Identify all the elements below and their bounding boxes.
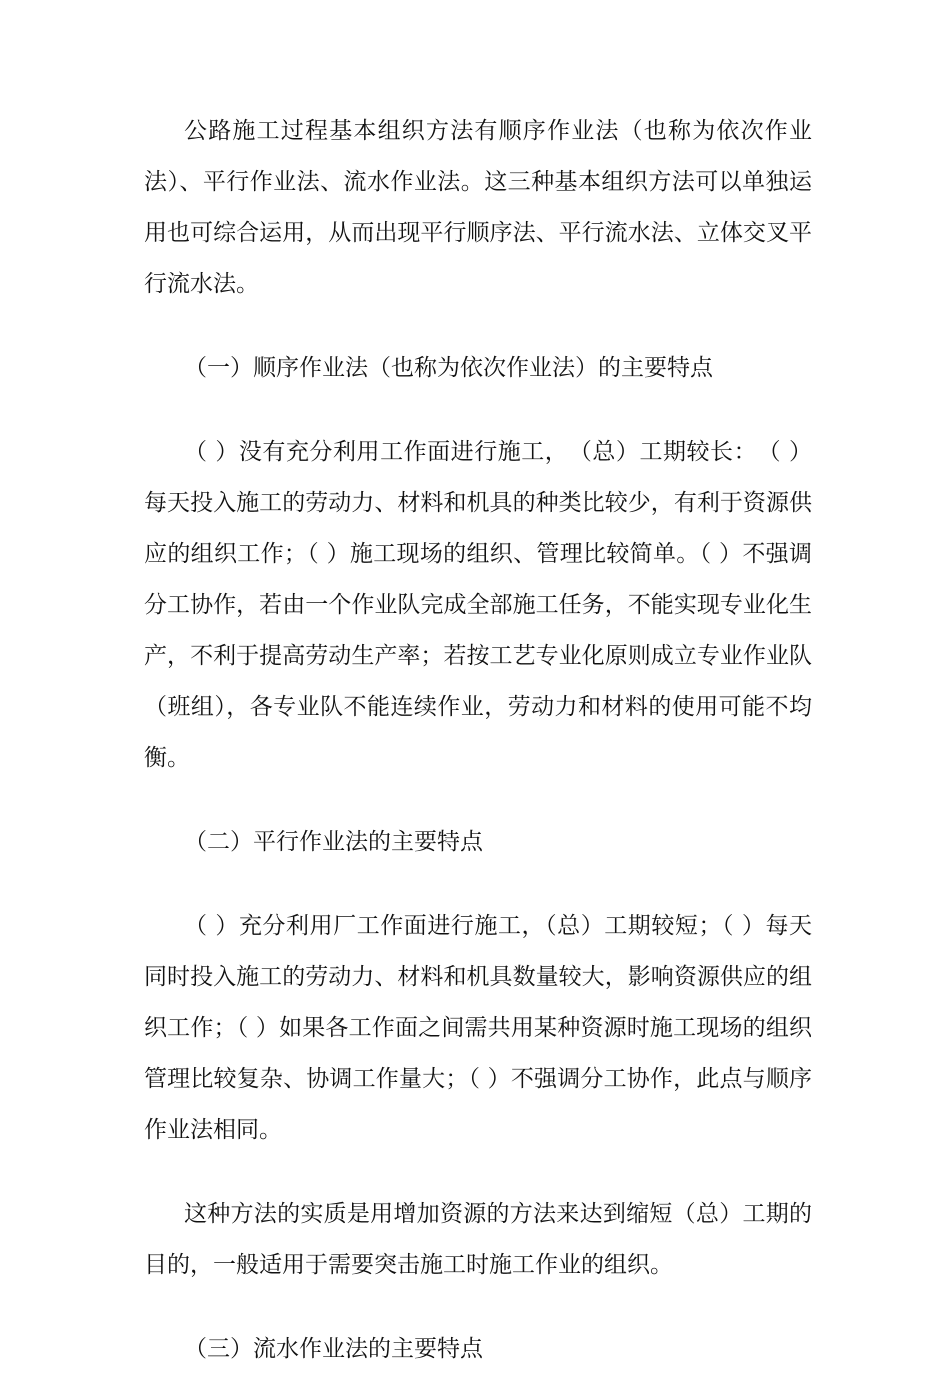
section-1-body: （ ）没有充分利用工作面进行施工， （总）工期较长： （ ）每天投入施工的劳动力、材料和机具的种类比较少，有利于资源供应的组织工作；（ ）施工现场的组织、管理比较简单。（ ）不强调分工协作，若由一个作业队完成全部施工任务，不能实现专业化生产，不利于提高劳动生产率；若按工艺专业化原则成立专业作业队（班组），各专业队不能连续作业，劳动力和材料的使用可能不均衡。 bbox=[144, 439, 812, 771]
section-1-heading: （一）顺序作业法（也称为依次作业法）的主要特点 bbox=[184, 355, 713, 381]
section-3-heading: （三）流水作业法的主要特点 bbox=[184, 1336, 483, 1362]
document-page bbox=[144, 106, 812, 1375]
section-2-body: （ ）充分利用厂工作面进行施工，（总）工期较短；（ ）每天同时投入施工的劳动力、材料和机具数量较大，影响资源供应的组织工作；（ ）如果各工作面之间需共用某种资源时施工现场的组织管理比较复杂、协调工作量大；（ ）不强调分工协作，此点与顺序作业法相同。 bbox=[144, 913, 812, 1143]
section-2-note: 这种方法的实质是用增加资源的方法来达到缩短（总）工期的目的，一般适用于需要突击施工时施工作业的组织。 bbox=[144, 1201, 812, 1278]
intro-paragraph: 公路施工过程基本组织方法有顺序作业法（也称为依次作业法）、平行作业法、流水作业法。这三种基本组织方法可以单独运用也可综合运用，从而出现平行顺序法、平行流水法、立体交叉平行流水法。 bbox=[144, 118, 812, 297]
section-2-heading: （二）平行作业法的主要特点 bbox=[184, 829, 483, 855]
